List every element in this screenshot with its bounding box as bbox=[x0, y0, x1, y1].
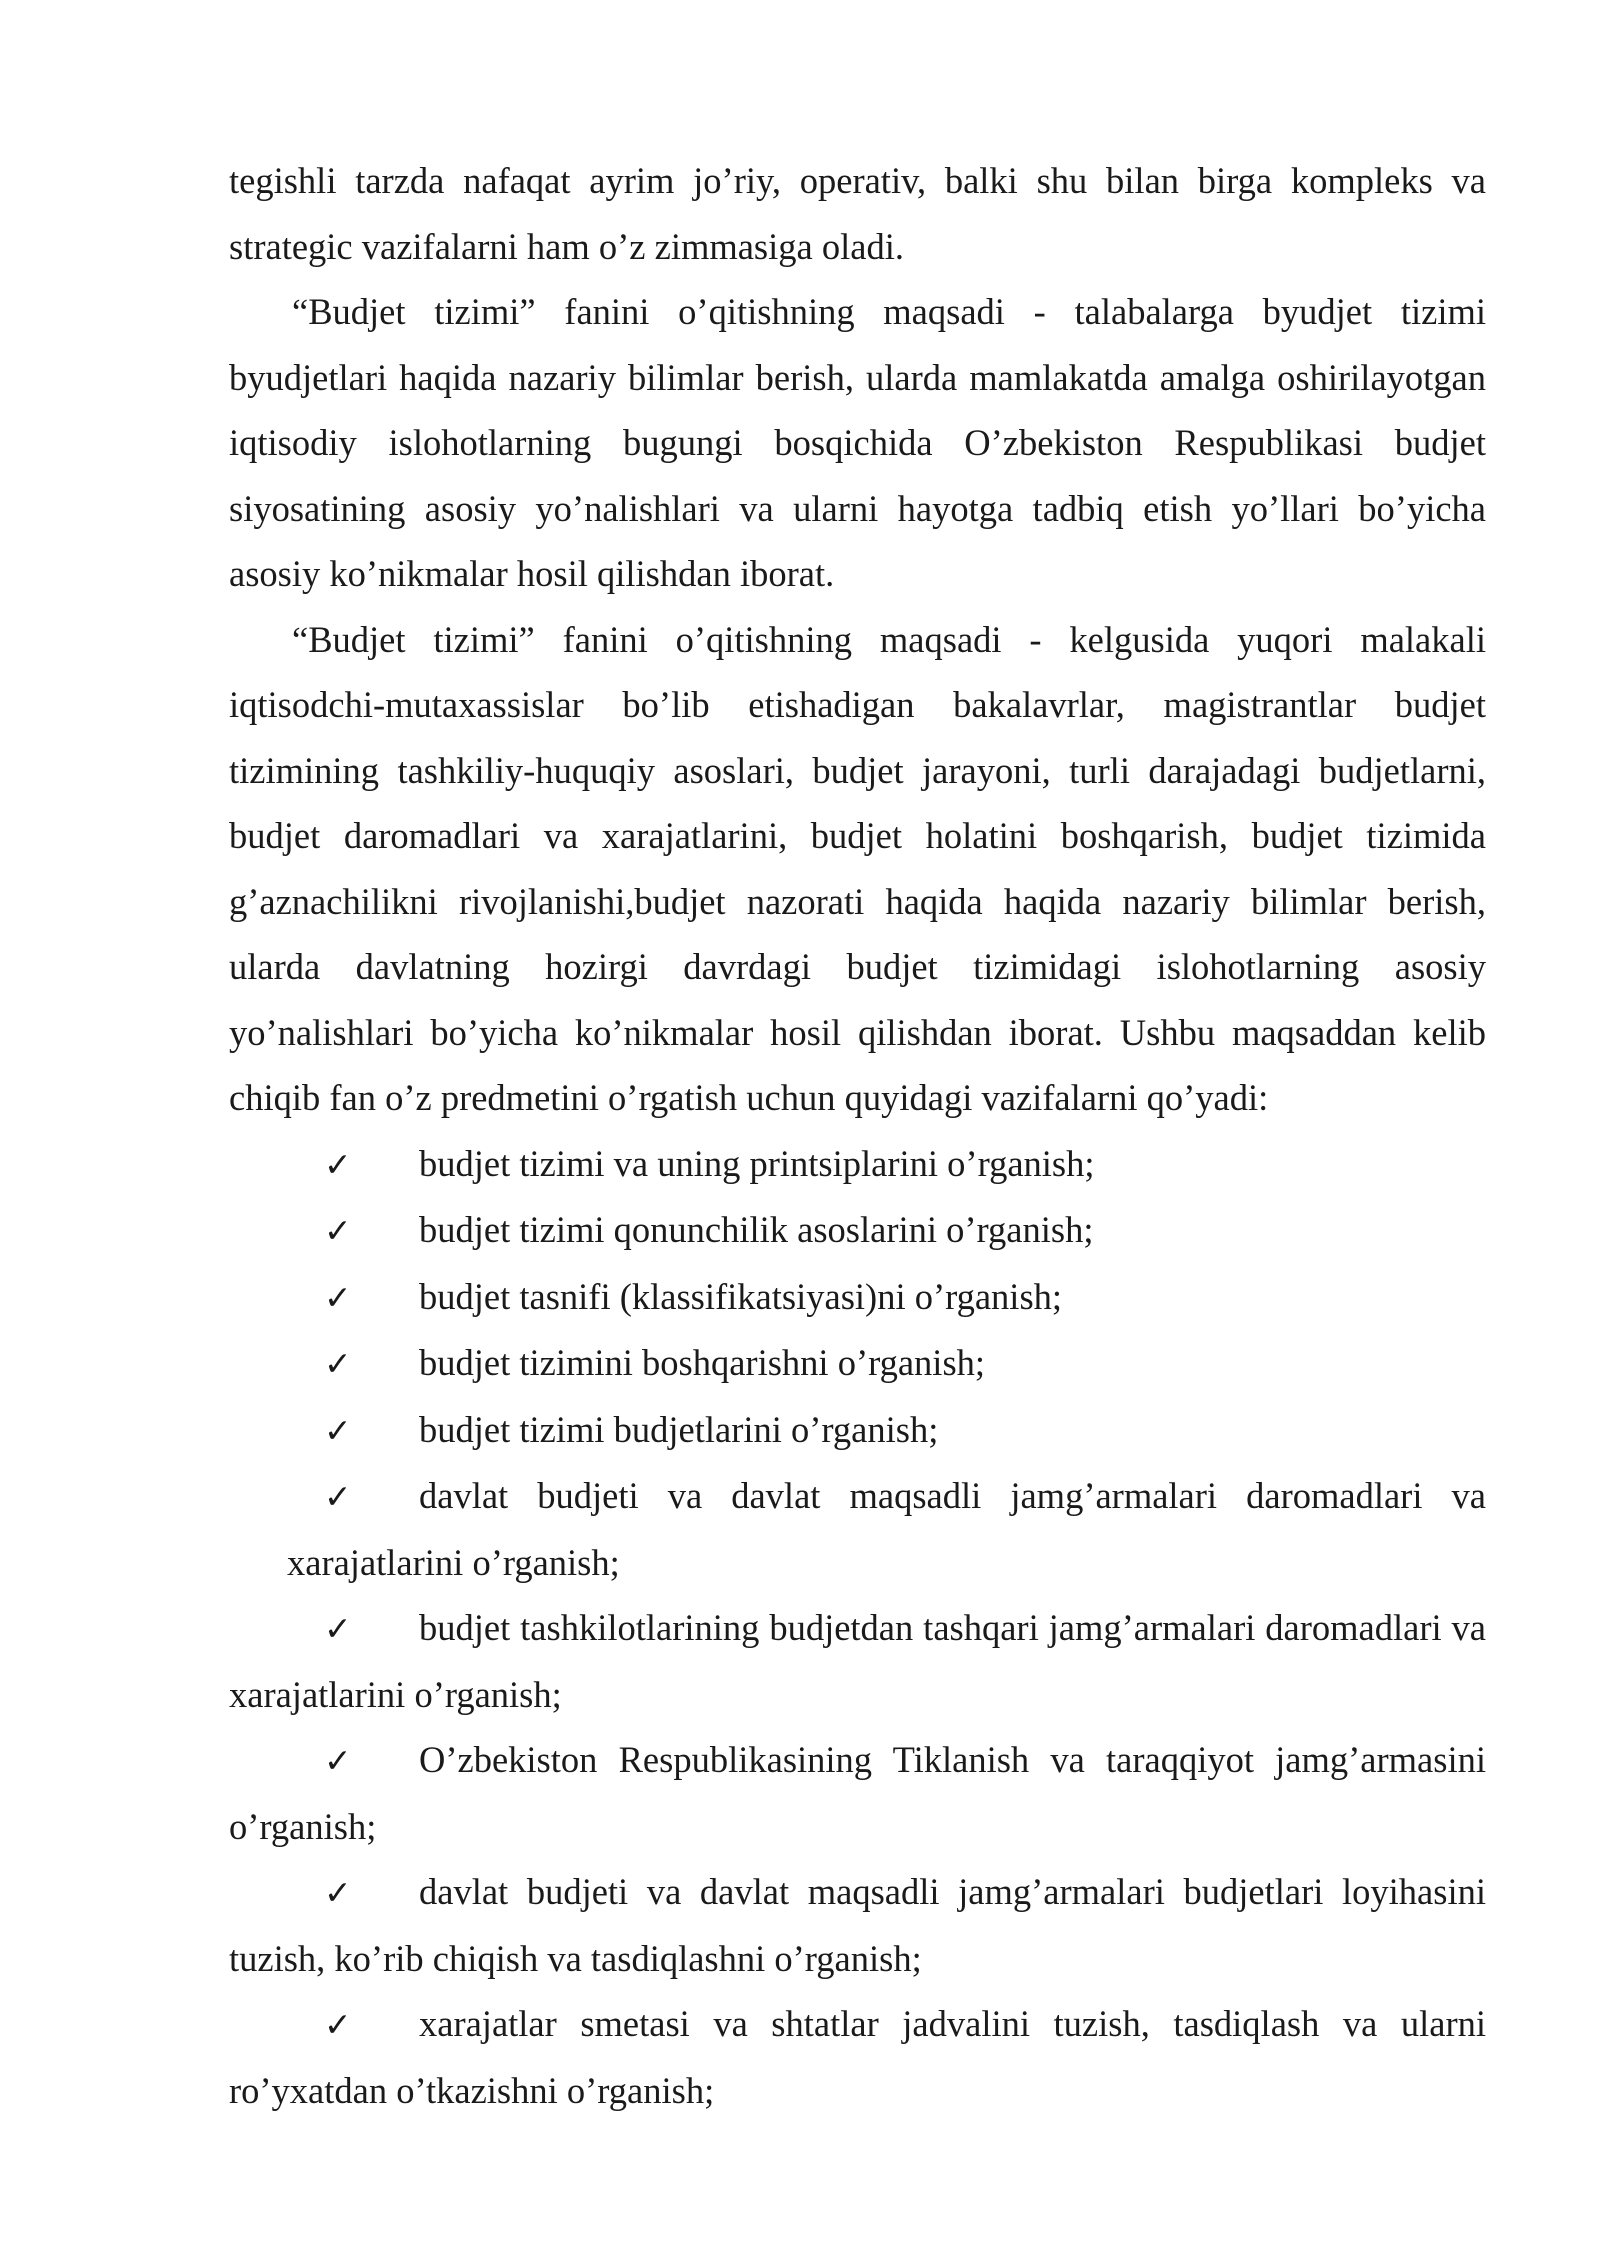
list-item bbox=[229, 1595, 1486, 1727]
list-item bbox=[229, 1197, 1486, 1264]
checkmark-icon: ✓ bbox=[324, 1477, 352, 1516]
checkmark-icon: ✓ bbox=[324, 1410, 352, 1450]
list-item-text: davlat budjeti va davlat maqsadli jamg’armalari daromadlari va xarajatlarini o’rganish; bbox=[287, 1475, 1486, 1583]
paragraph-course-goal-1: “Budjet tizimi” fanini o’qitishning maqsadi - talabalarga byudjet tizimi byudjetlari haqida nazariy bilimlar berish, ularda mamlakatda amalga oshirilayotgan iqtisodiy islohotlarning bugungi bosqichida O’zbekiston Respublikasi budjet siyosatining asosiy yo’nalishlari va ularni hayotga tadbiq etish yo’llari bo’yicha asosiy ko’nikmalar hosil qilishdan iborat. bbox=[229, 291, 1486, 594]
list-item-text: davlat budjeti va davlat maqsadli jamg’armalari budjetlari loyihasini tuzish, ko’rib chiqish va tasdiqlashni o’rganish; bbox=[229, 1871, 1486, 1979]
checkmark-icon: ✓ bbox=[324, 2005, 352, 2044]
list-item bbox=[229, 1397, 1486, 1464]
list-item-text: budjet tizimi budjetlarini o’rganish; bbox=[419, 1408, 939, 1450]
checkmark-icon: ✓ bbox=[324, 1277, 352, 1317]
list-item-text: budjet tashkilotlarining budjetdan tashqari jamg’armalari daromadlari va xarajatlarini o’rganish; bbox=[229, 1607, 1486, 1715]
paragraph-course-goal-2: “Budjet tizimi” fanini o’qitishning maqsadi - kelgusida yuqori malakali iqtisodchi-mutaxassislar bo’lib etishadigan bakalavrlar, magistrantlar budjet tizimining tashkiliy-huquqiy asoslari, budjet jarayoni, turli darajadagi budjetlarni, budjet daromadlari va xarajatlarini, budjet holatini boshqarish, budjet tizimida g’aznachilikni rivojlanishi,budjet nazorati haqida haqida nazariy bilimlar berish, ularda davlatning hozirgi davrdagi budjet tizimidagi islohotlarning asosiy yo’nalishlari bo’yicha ko’nikmalar hosil qilishdan iborat. Ushbu maqsaddan kelib chiqib fan o’z predmetini o’rgatish uchun quyidagi vazifalarni qo’yadi: bbox=[229, 618, 1486, 1118]
list-item bbox=[229, 1463, 1486, 1595]
list-item bbox=[229, 1264, 1486, 1331]
checkmark-icon: ✓ bbox=[324, 1344, 352, 1383]
checkmark-icon: ✓ bbox=[324, 1609, 352, 1648]
document-body bbox=[229, 148, 1486, 2123]
list-item-text: budjet tizimi va uning printsiplarini o’rganish; bbox=[419, 1142, 1095, 1184]
list-item-text: budjet tasnifi (klassifikatsiyasi)ni o’rganish; bbox=[419, 1275, 1063, 1317]
checkmark-icon: ✓ bbox=[324, 1144, 352, 1184]
list-item-text: budjet tizimini boshqarishni o’rganish; bbox=[419, 1342, 986, 1383]
checkmark-icon: ✓ bbox=[324, 1211, 352, 1250]
list-item-text: budjet tizimi qonunchilik asoslarini o’rganish; bbox=[419, 1209, 1094, 1250]
list-item-text: O’zbekiston Respublikasining Tiklanish va taraqqiyot jamg’armasini o’rganish; bbox=[229, 1739, 1486, 1847]
list-item-text: xarajatlar smetasi va shtatlar jadvalini tuzish, tasdiqlash va ularni ro’yxatdan o’tkazishni o’rganish; bbox=[229, 2003, 1486, 2111]
list-item bbox=[229, 1131, 1486, 1198]
list-item bbox=[229, 1727, 1486, 1859]
list-item bbox=[229, 1330, 1486, 1397]
paragraph-continuation: tegishli tarzda nafaqat ayrim jo’riy, operativ, balki shu bilan birga kompleks va strategic vazifalarni ham o’z zimmasiga oladi. bbox=[229, 160, 1486, 267]
checkmark-icon: ✓ bbox=[324, 1741, 352, 1780]
list-item bbox=[229, 1991, 1486, 2123]
list-item bbox=[229, 1859, 1486, 1991]
checkmark-icon: ✓ bbox=[324, 1873, 352, 1912]
